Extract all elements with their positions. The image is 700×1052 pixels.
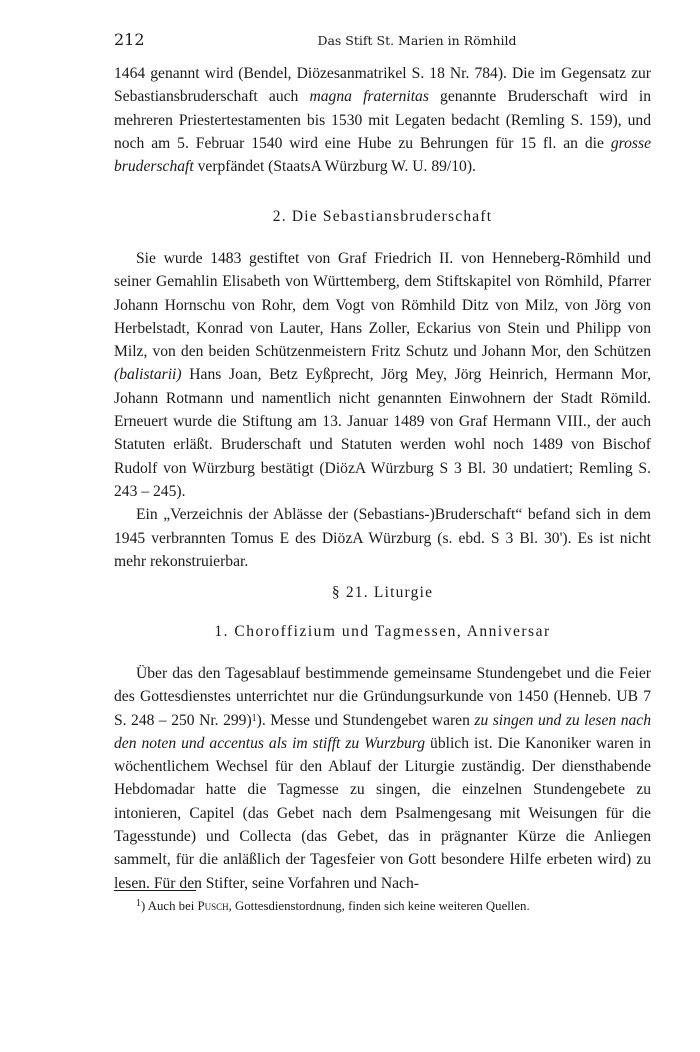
running-title: Das Stift St. Marien in Römhild: [317, 33, 517, 48]
section-liturgy-body: [114, 662, 651, 895]
footnote-separator: [114, 890, 196, 891]
footnote-marker: 1: [136, 898, 141, 909]
page-header: [114, 30, 650, 52]
paragraph-indulgence-list: Ein „Verzeichnis der Ablässe der (Sebastians-)Bruderschaft“ befand sich in dem 1945 verbrannten Tomus E des DiözA Würzburg (s. ebd. S 3 Bl. 30'). Es ist nicht mehr rekonstruierbar.: [114, 506, 651, 570]
para1-italic-grosse-bruderschaft: grosse bruderschaft: [114, 134, 651, 176]
footnote-text2: , Gottesdienstordnung, finden sich keine weiteren Quellen.: [228, 899, 530, 913]
heading-sebastiansbruderschaft: 2. Die Sebastiansbruderschaft: [272, 208, 493, 225]
para2-text1: Sie wurde 1483 gestiftet von Graf Friedrich II. von Henneberg-Römhild und seiner Gemahlin Elisabeth von Württemberg, dem Stiftskapitel von Römhild, Pfarrer Johann Hornschu von Rohr, dem Vogt von Römhild Ditz von Milz, von Jörg von Herbelstadt, Konrad von Lauter, Hans Zoller, Eckarius von Stein und Philipp von Milz, von den beiden Schützenmeistern Fritz Schutz und Johann Mor, den Schützen: [114, 250, 651, 361]
section-sebastian-body: [114, 247, 651, 573]
footnote-text1: ) Auch bei: [141, 899, 198, 913]
footnote: [114, 897, 673, 915]
para1-text2: genannte Bruderschaft wird in mehreren Priestertestamenten bis 1530 mit Legaten bedacht (Remling S. 159), und noch am 5. Februar 1540 wird eine Hube zu Behrungen für 15 fl. an die: [114, 88, 652, 152]
heading-section-liturgie: § 21. Liturgie: [331, 584, 434, 601]
paragraph-brotherhood-intro: [114, 62, 651, 178]
paragraph-sebastian-founding: [114, 247, 651, 503]
para2-text2: Hans Joan, Betz Eyßprecht, Jörg Mey, Jörg Heinrich, Hermann Mor, Johann Rotmann und namentlich nicht genannten Einwohnern der Stadt Römild. Erneuert wurde die Stiftung am 13. Januar 1489 von Graf Hermann VIII., der auch Statuten erläßt. Bruderschaft und Statuten werden wohl noch 1489 von Bischof Rudolf von Würzburg bestätigt (DiözA Würzburg S 3 Bl. 30 undatiert; Remling S. 243 – 245).: [114, 366, 651, 500]
footnote-reference: 1: [251, 712, 257, 724]
footnote-author: Pusch: [197, 899, 229, 913]
para4-text2: ). Messe und Stundengebet waren: [256, 711, 475, 729]
para1-text1: 1464 genannt wird (Bendel, Diözesanmatrikel S. 18 Nr. 784). Die im Gegensatz zur Sebastiansbruderschaft auch: [114, 65, 651, 106]
para4-text3: üblich ist. Die Kanoniker waren in wöchentlichem Wechsel für den Ablauf der Liturgie zuständig. Der diensthabende Hebdomadar hatte die Tagmesse zu singen, die einzelnen Stundengebete zu intonieren, Capitel (das Gebet nach dem Psalmengesang mit Weisungen für die Tagesstunde) und Collecta (das Gebet, das in prägnanter Kürze die Anliegen sammelt, für die anläßlich der Tagesfeier von Gott besondere Hilfe erbeten wird) zu lesen. Für den Stifter, seine Vorfahren und Nach-: [114, 734, 651, 892]
para1-text3: verpfändet (StaatsA Würzburg W. U. 89/10).: [193, 158, 476, 176]
page-number: 212: [114, 30, 145, 49]
para2-italic-balistarii: (balistarii): [114, 366, 182, 384]
para1-italic-magna-fraternitas: magna fraternitas: [309, 88, 429, 106]
heading-choroffizium: 1. Choroffizium und Tagmessen, Anniversar: [214, 623, 551, 640]
para4-text1: Über das den Tagesablauf bestimmende gemeinsame Stundengebet und die Feier des Gottesdienstes unterrichtet nur die Gründungsurkunde von 1450 (Henneb. UB 7 S. 248 – 250 Nr. 299): [114, 665, 651, 729]
paragraph-liturgy: [114, 662, 651, 895]
para4-italic-quote: zu singen und zu lesen nach den noten und accentus als im stifft zu Wurzburg: [114, 711, 652, 752]
